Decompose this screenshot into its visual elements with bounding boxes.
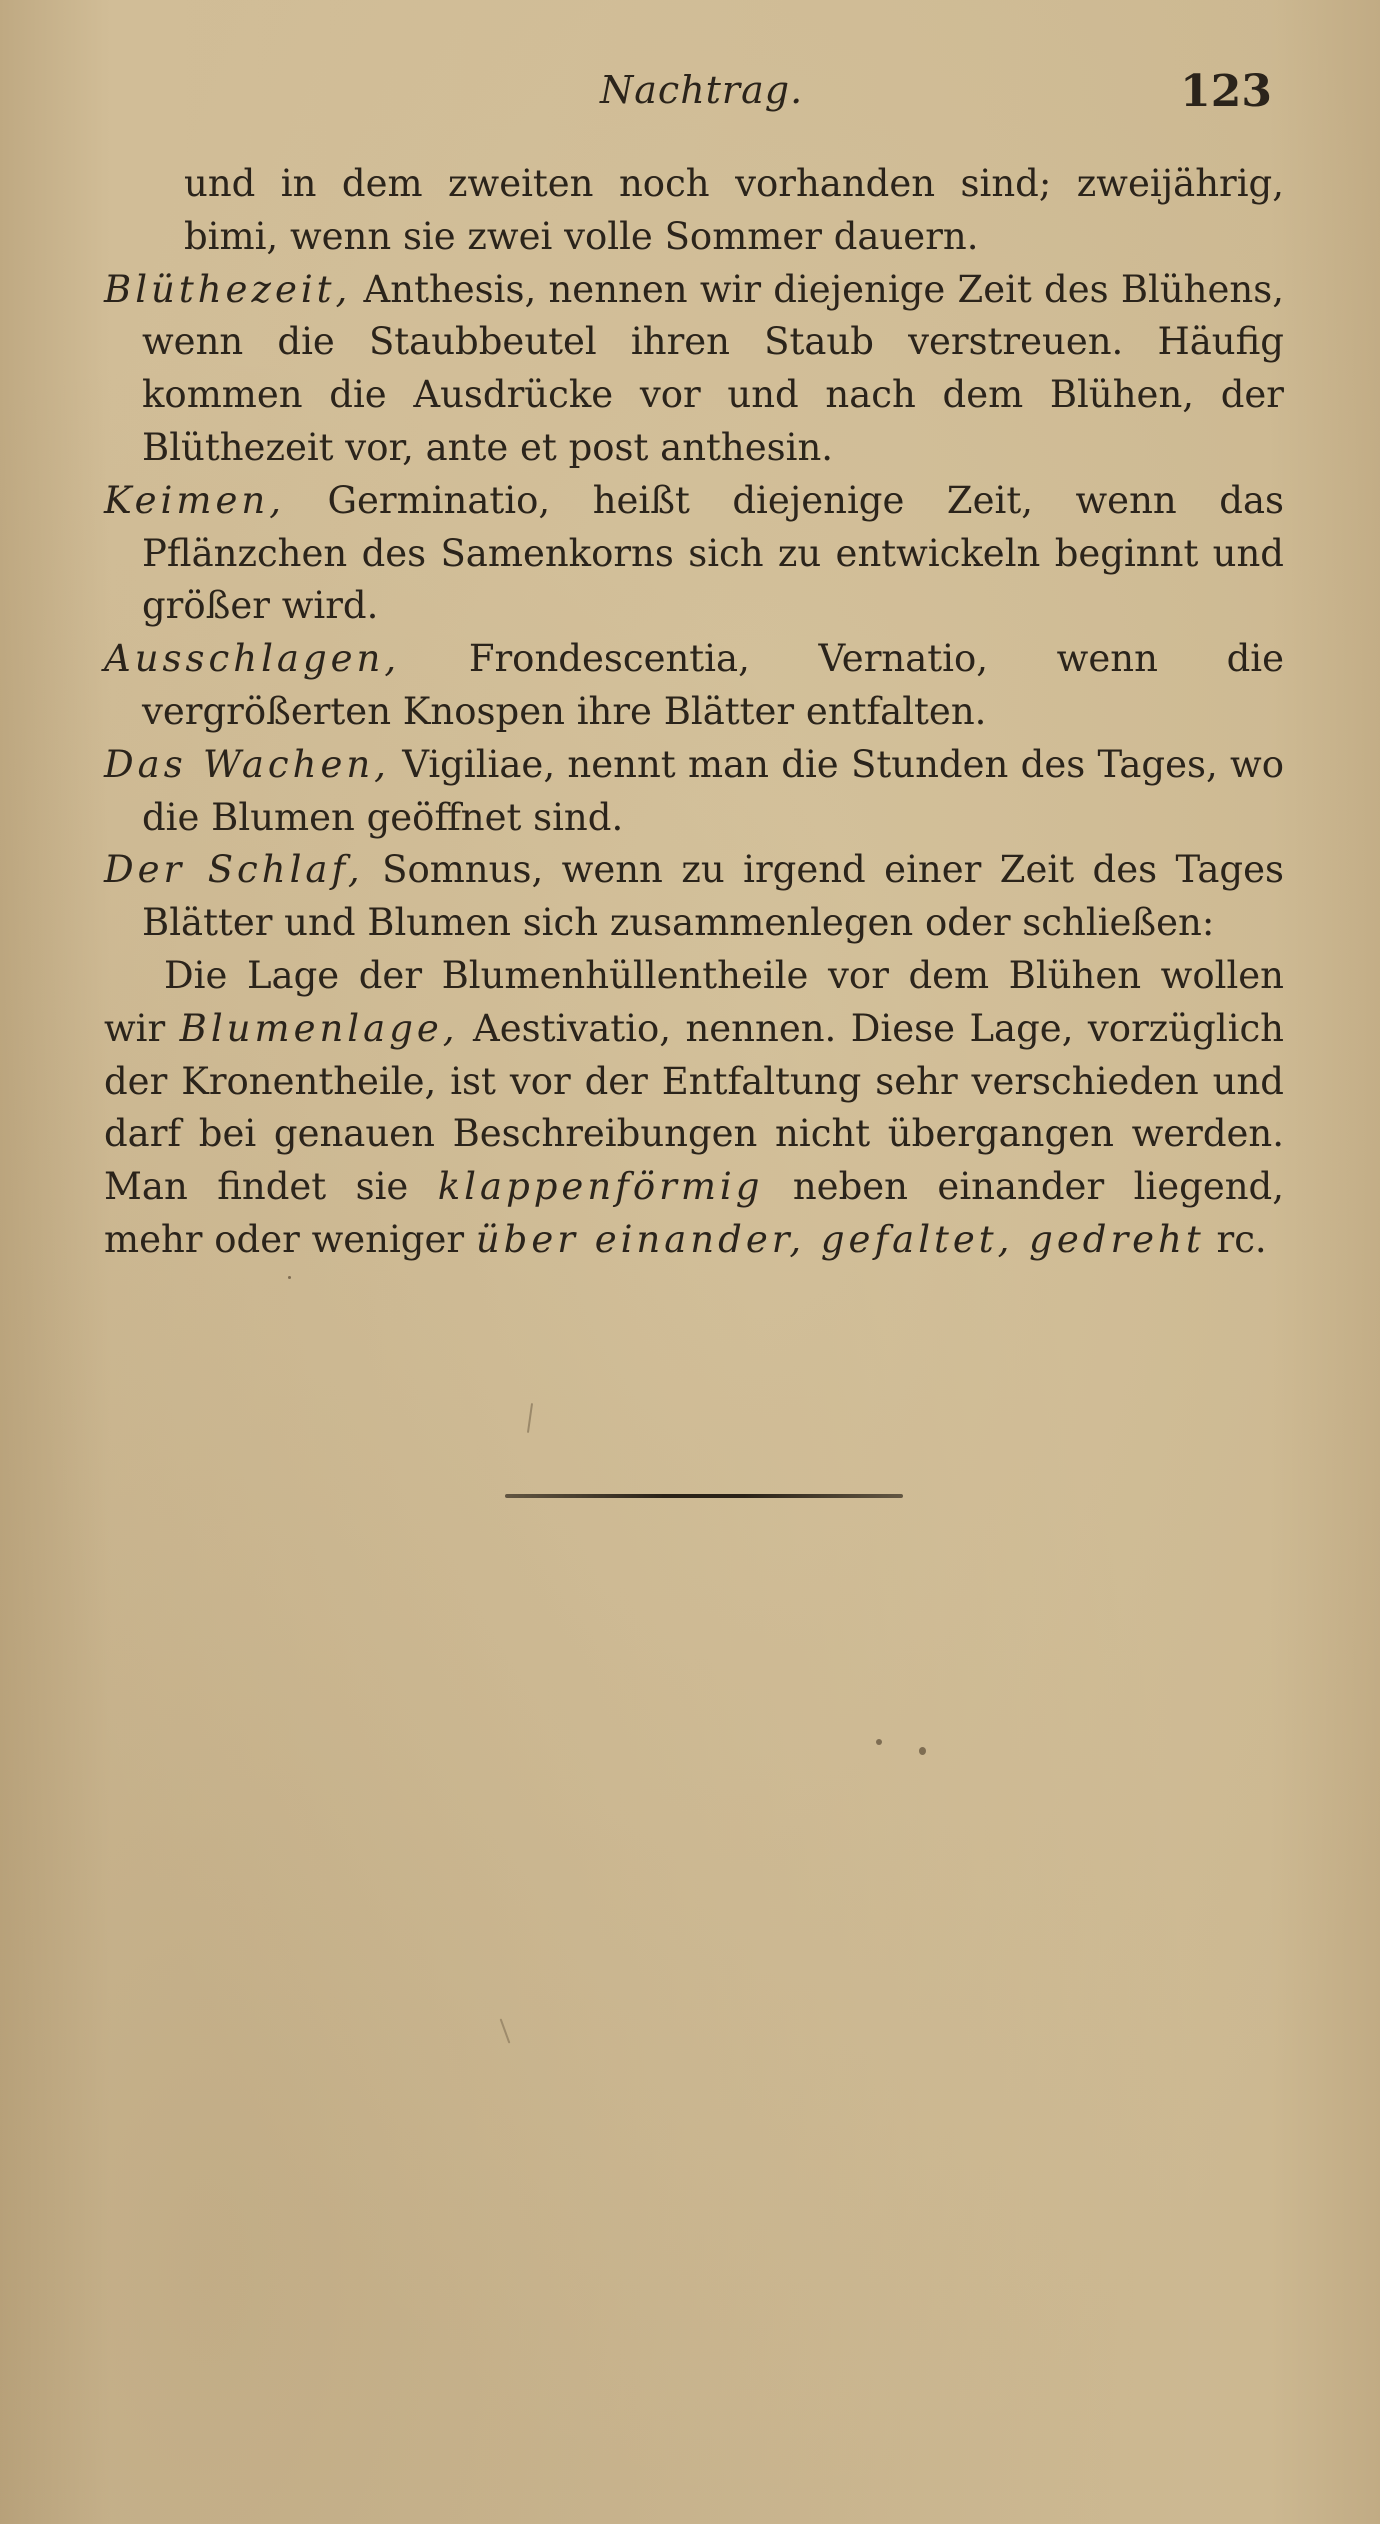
paper-speck — [527, 1403, 533, 1433]
paragraph-text: Die Lage der Blumenhüllentheile vor dem Blühen wollen wir — [104, 953, 1284, 1050]
paragraph-text: rc. — [1204, 1217, 1267, 1261]
entry-text: Vigiliae, nennt man die Stunden des Tages, wo die Blumen geöffnet sind. — [142, 742, 1284, 839]
entry-text: Anthesis, nennen wir diejenige Zeit des Blühens, wenn die Staubbeutel ihren Staub verstreuen. Häufig kommen die Ausdrücke vor und nach dem Blühen, der Blüthezeit vor, ante et post anthesin. — [142, 267, 1284, 469]
glossary-entry-bluethezeit — [104, 264, 1284, 475]
paper-speck — [876, 1739, 882, 1745]
entry-term: Das Wachen, — [104, 742, 390, 786]
entry-text: Somnus, wenn zu irgend einer Zeit des Tages Blätter und Blumen sich zusammenlegen oder schließen: — [142, 848, 1284, 945]
entry-term: Blüthezeit, — [104, 267, 352, 311]
paragraph-term: über einander, gefaltet, gedreht — [475, 1217, 1205, 1261]
section-divider-rule — [505, 1494, 903, 1498]
paragraph-text: Aestivatio, nennen. Diese Lage, vorzüglich der Kronentheile, ist vor der Entfaltung sehr verschieden und darf bei genauen Beschreibungen nicht übergangen werden. Man findet sie — [104, 1006, 1285, 1209]
continuation-line: und in dem zweiten noch vorhanden sind; zweijährig, bimi, wenn sie zwei volle Sommer dauern. — [184, 162, 1284, 258]
paragraph-term: Blumenlage, — [179, 1006, 459, 1050]
running-title: Nachtrag. — [600, 68, 804, 112]
entry-term: Keimen, — [104, 478, 285, 522]
paper-speck — [288, 1276, 291, 1279]
paper-speck — [919, 1747, 926, 1755]
paragraph-term: klappenförmig — [437, 1165, 764, 1209]
page-number: 123 — [1180, 66, 1272, 117]
paragraph-blumenlage — [104, 950, 1284, 1267]
entry-term: Der Schlaf, — [104, 848, 364, 892]
glossary-entry-ausschlagen — [104, 633, 1284, 739]
entry-text: Germinatio, heißt diejenige Zeit, wenn das Pflänzchen des Samenkorns sich zu entwickeln beginnt und größer wird. — [142, 478, 1284, 628]
page-body — [104, 158, 1284, 1267]
glossary-entry-schlaf — [104, 844, 1284, 950]
glossary-entry-keimen — [104, 475, 1284, 633]
page-header — [0, 68, 1380, 128]
entry-term: Ausschlagen, — [104, 637, 401, 681]
glossary-entry-wachen — [104, 739, 1284, 845]
paragraph-text: neben einander liegend, mehr oder weniger — [104, 1165, 1284, 1261]
entry-text: Frondescentia, Vernatio, wenn die vergrößerten Knospen ihre Blätter entfalten. — [142, 637, 1284, 733]
paper-speck — [500, 2018, 511, 2043]
